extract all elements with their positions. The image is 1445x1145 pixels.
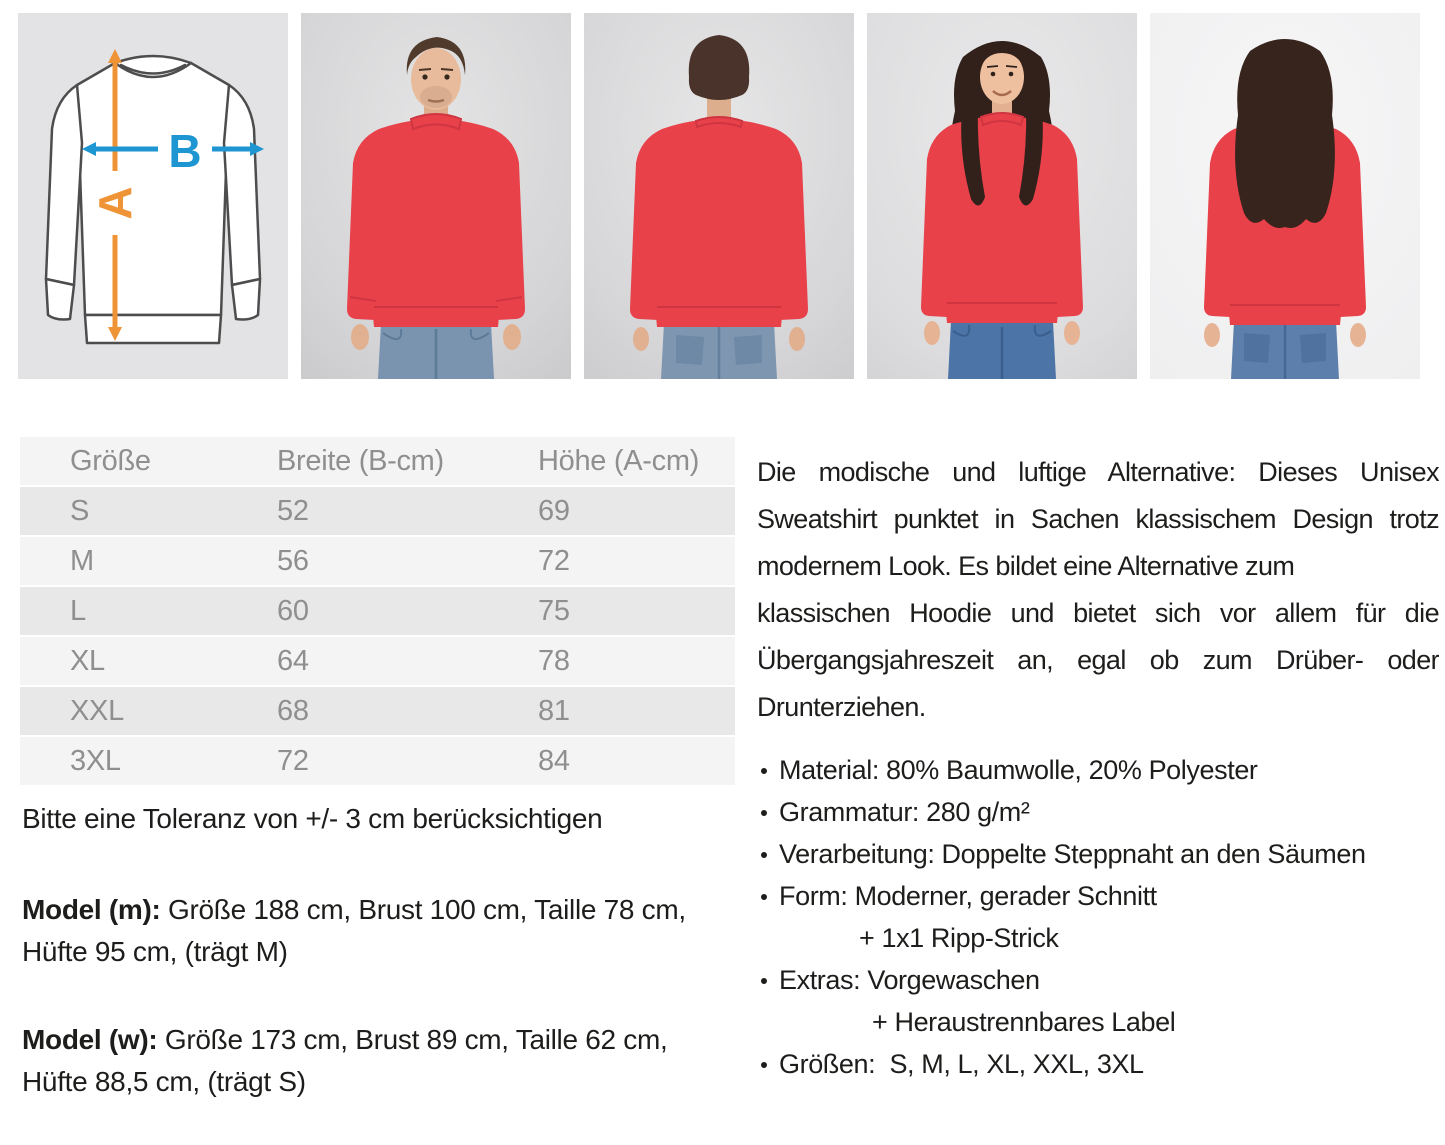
feature-text: Extras: Vorgewaschen <box>779 965 1040 995</box>
male-front-illustration <box>301 13 571 379</box>
table-cell: 56 <box>277 544 309 577</box>
table-cell: 3XL <box>70 744 121 777</box>
table-cell: 84 <box>538 744 570 777</box>
right-hand <box>503 324 521 350</box>
left-hand <box>633 327 649 351</box>
table-cell: 64 <box>277 644 309 677</box>
feature-text: Form: Moderner, gerader Schnitt <box>779 881 1157 911</box>
jeans-back <box>661 323 777 379</box>
table-cell: 72 <box>538 544 570 577</box>
feature-text: Material: 80% Baumwolle, 20% Polyester <box>779 755 1258 785</box>
female-hair-back-view <box>1235 39 1335 228</box>
table-cell: S <box>70 494 90 527</box>
description-line: Drunterziehen. <box>757 692 926 722</box>
bullet-icon <box>761 768 767 774</box>
feature-item-continuation <box>757 917 1439 959</box>
sweatshirt-right-cuff <box>232 279 260 320</box>
table-cell: 72 <box>277 744 309 777</box>
bullet-icon <box>761 810 767 816</box>
feature-item <box>757 959 1439 1001</box>
size-table-header-row <box>20 437 735 487</box>
product-gallery <box>0 0 1445 379</box>
table-cell: 78 <box>538 644 570 677</box>
table-cell: L <box>70 594 86 627</box>
details-section <box>0 437 1445 1103</box>
product-description <box>757 449 1439 731</box>
sweatshirt-left-cuff <box>46 279 74 320</box>
description-line: Sweatshirt punktet in Sachen klassischem Design trotz <box>757 504 1439 534</box>
bullet-icon <box>761 1062 767 1068</box>
right-hand <box>789 327 805 351</box>
feature-text: + 1x1 Ripp-Strick <box>859 923 1059 953</box>
feature-item <box>757 875 1439 917</box>
table-cell: XXL <box>70 694 124 727</box>
description-line: klassischen Hoodie und bietet sich vor allem für die <box>757 598 1439 628</box>
left-hand <box>924 321 940 345</box>
feature-item <box>757 833 1439 875</box>
feature-text: Größen: S, M, L, XL, XXL, 3XL <box>779 1049 1144 1079</box>
size-table-row <box>20 687 735 737</box>
model-m-measurements: Größe 188 cm, Brust 100 cm, Taille 78 cm, <box>160 894 686 925</box>
feature-item <box>757 749 1439 791</box>
right-hand <box>1350 323 1366 347</box>
feature-item <box>757 791 1439 833</box>
bullet-icon <box>761 894 767 900</box>
column-header: Größe <box>70 444 151 477</box>
photo-female-front <box>867 13 1137 379</box>
width-label-b: B <box>168 125 202 177</box>
female-back-illustration <box>1150 13 1420 379</box>
description-column <box>757 437 1439 1103</box>
model-w-info <box>20 1019 735 1103</box>
bullet-icon <box>761 978 767 984</box>
left-hand <box>1204 323 1220 347</box>
model-m-label: Model (m): <box>22 894 161 925</box>
description-line: Übergangsjahreszeit an, egal ob zum Drüber- oder <box>757 645 1439 675</box>
model-w-label: Model (w): <box>22 1024 158 1055</box>
size-table-row <box>20 537 735 587</box>
description-line: Die modische und luftige Alternative: Dieses Unisex <box>757 457 1439 487</box>
sweatshirt-hem <box>85 315 221 343</box>
red-sweatshirt <box>921 113 1083 323</box>
photo-male-front <box>301 13 571 379</box>
product-features <box>757 749 1439 1085</box>
table-cell: 68 <box>277 694 309 727</box>
size-table-row <box>20 637 735 687</box>
feature-item <box>757 1043 1439 1085</box>
right-hand <box>1064 321 1080 345</box>
feature-item-continuation <box>757 1001 1439 1043</box>
red-sweatshirt-back <box>630 117 808 327</box>
male-hair-back <box>689 35 750 100</box>
feature-text: + Heraustrennbares Label <box>872 1007 1176 1037</box>
table-cell: 69 <box>538 494 570 527</box>
size-column <box>20 437 735 1103</box>
table-cell: M <box>70 544 94 577</box>
column-header: Höhe (A-cm) <box>538 444 700 477</box>
photo-female-back <box>1150 13 1420 379</box>
red-sweatshirt <box>347 114 525 327</box>
size-diagram <box>18 13 288 379</box>
size-table-row <box>20 587 735 637</box>
feature-text: Grammatur: 280 g/m² <box>779 797 1030 827</box>
jeans-back <box>1231 321 1339 379</box>
model-m-info <box>20 889 735 973</box>
size-table-row <box>20 487 735 537</box>
photo-male-back <box>584 13 854 379</box>
height-label-a: A <box>89 186 141 220</box>
jeans <box>378 323 494 379</box>
left-hand <box>351 324 369 350</box>
model-w-measurements-line2: Hüfte 88,5 cm, (trägt S) <box>22 1066 306 1097</box>
bullet-icon <box>761 852 767 858</box>
table-cell: 52 <box>277 494 309 527</box>
table-cell: XL <box>70 644 105 677</box>
jeans <box>948 321 1056 379</box>
description-line: modernem Look. Es bildet eine Alternative zum <box>757 551 1295 581</box>
table-cell: 81 <box>538 694 570 727</box>
size-diagram-panel <box>18 13 288 379</box>
sweatshirt-body-outline <box>77 56 229 315</box>
model-m-measurements-line2: Hüfte 95 cm, (trägt M) <box>22 936 288 967</box>
size-table-row <box>20 737 735 787</box>
male-back-illustration <box>584 13 854 379</box>
feature-text: Verarbeitung: Doppelte Steppnaht an den Säumen <box>779 839 1366 869</box>
female-front-illustration <box>867 13 1137 379</box>
tolerance-note: Bitte eine Toleranz von +/- 3 cm berücksichtigen <box>22 803 603 834</box>
column-header: Breite (B-cm) <box>277 444 444 477</box>
size-table <box>20 437 735 787</box>
table-cell: 75 <box>538 594 570 627</box>
table-cell: 60 <box>277 594 309 627</box>
model-w-measurements: Größe 173 cm, Brust 89 cm, Taille 62 cm, <box>157 1024 668 1055</box>
